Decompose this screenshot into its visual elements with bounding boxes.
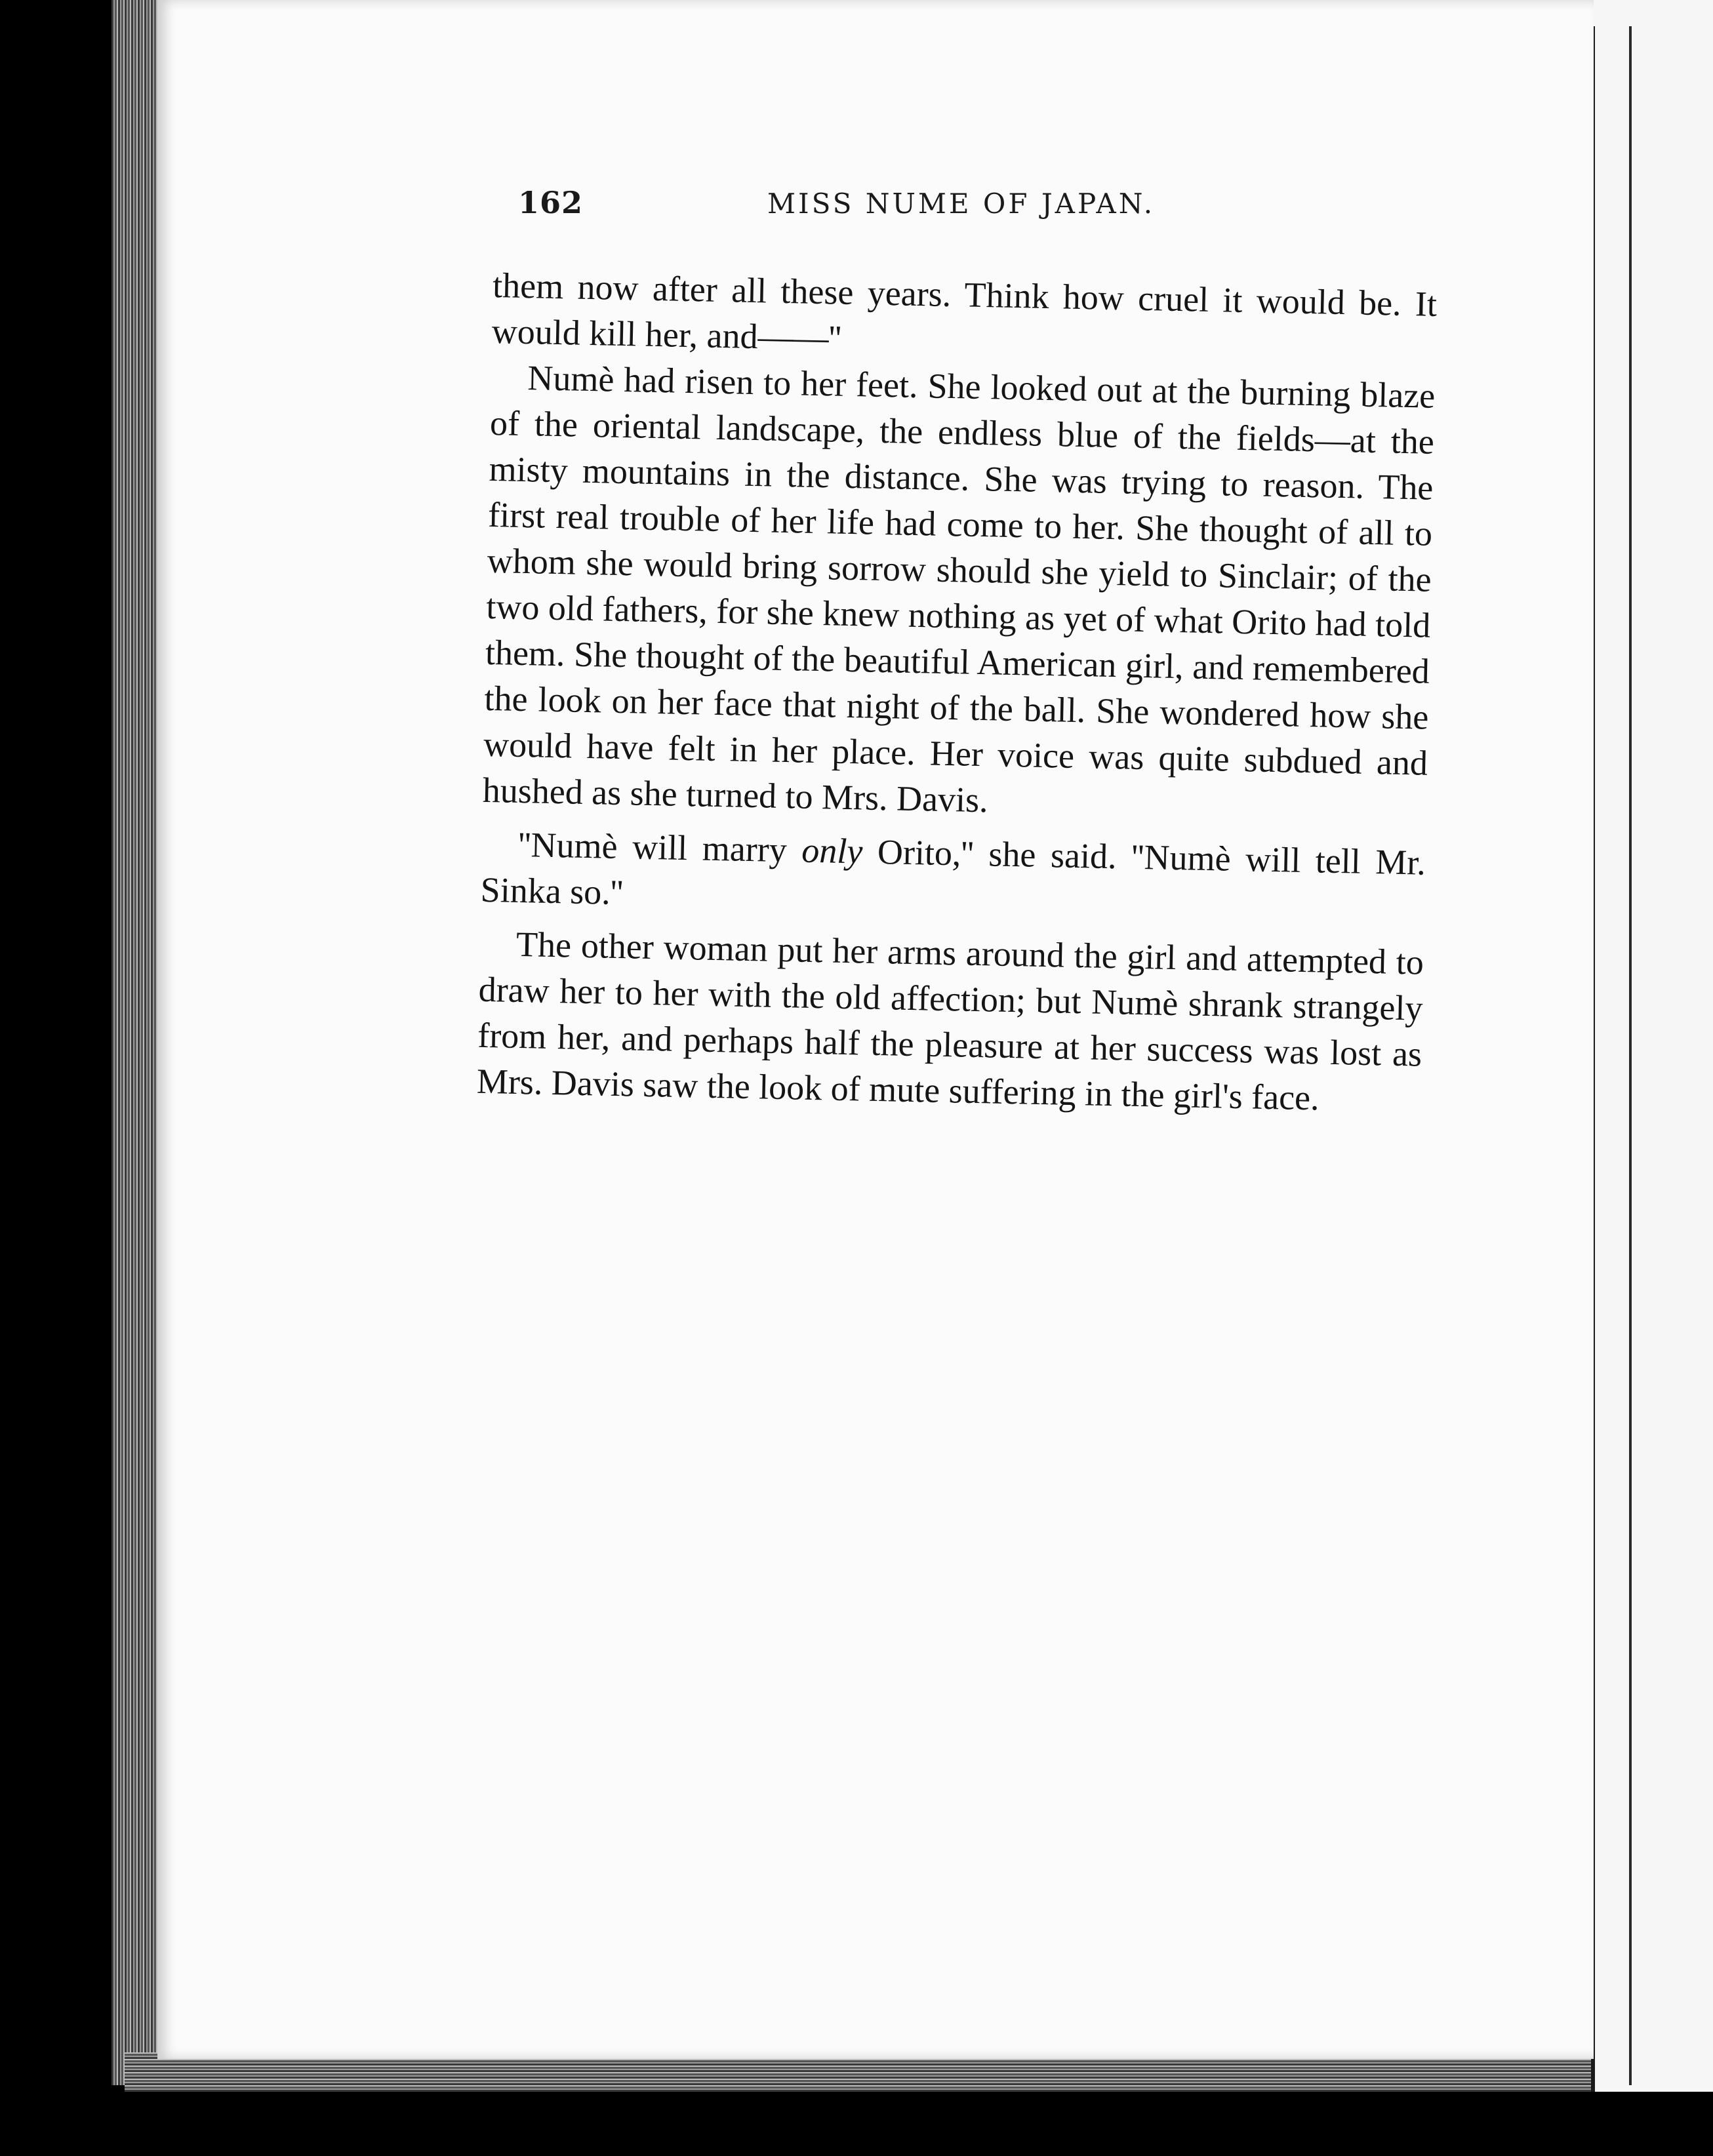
facing-page-fold-line xyxy=(1629,26,1632,2085)
facing-page-edge xyxy=(1594,0,1713,2098)
paragraph-continuation: them now after all these years. Think how cruel it would be. It would kill her, and——'' xyxy=(491,265,1438,358)
paragraph-nume-dialogue xyxy=(480,821,1426,932)
dialogue-part-after: Orito,'' she said. ''Numè will tell Mr. Sinka so.'' xyxy=(480,831,1426,913)
running-head xyxy=(518,185,1187,231)
running-title: MISS NUME OF JAPAN. xyxy=(767,188,1156,220)
body-text xyxy=(476,262,1437,1123)
dialogue-emphasis: only xyxy=(801,830,863,871)
bottom-scan-border xyxy=(157,2092,1713,2156)
paragraph-other-woman: The other woman put her arms around the girl and attempted to draw her to her with the old affection; but Numè shrank strangely from her, and perhaps half the pleasure at her success was lost as Mrs. Davis saw the look of mute suffering in the girl's face. xyxy=(476,924,1424,1118)
dialogue-part-before: ''Numè will marry xyxy=(517,824,802,870)
paragraph-nume-risen: Numè had risen to her feet. She looked out at the burning blaze of the oriental landscape, the endless blue of the fields—at the misty mountains in the distance. She was trying to reason. The first real trouble of her life had come to her. She thought of all to whom she would bring sorrow should she yield to Sinclair; of the two old fathers, for she knew nothing as yet of what Orito had told them. She thought of the beautiful American girl, and remembered the look on her face that night of the ball. She wondered how she would have felt in her place. Her voice was quite subdued and hushed as she turned to Mrs. Davis. xyxy=(482,358,1436,820)
page-number: 162 xyxy=(518,185,584,220)
